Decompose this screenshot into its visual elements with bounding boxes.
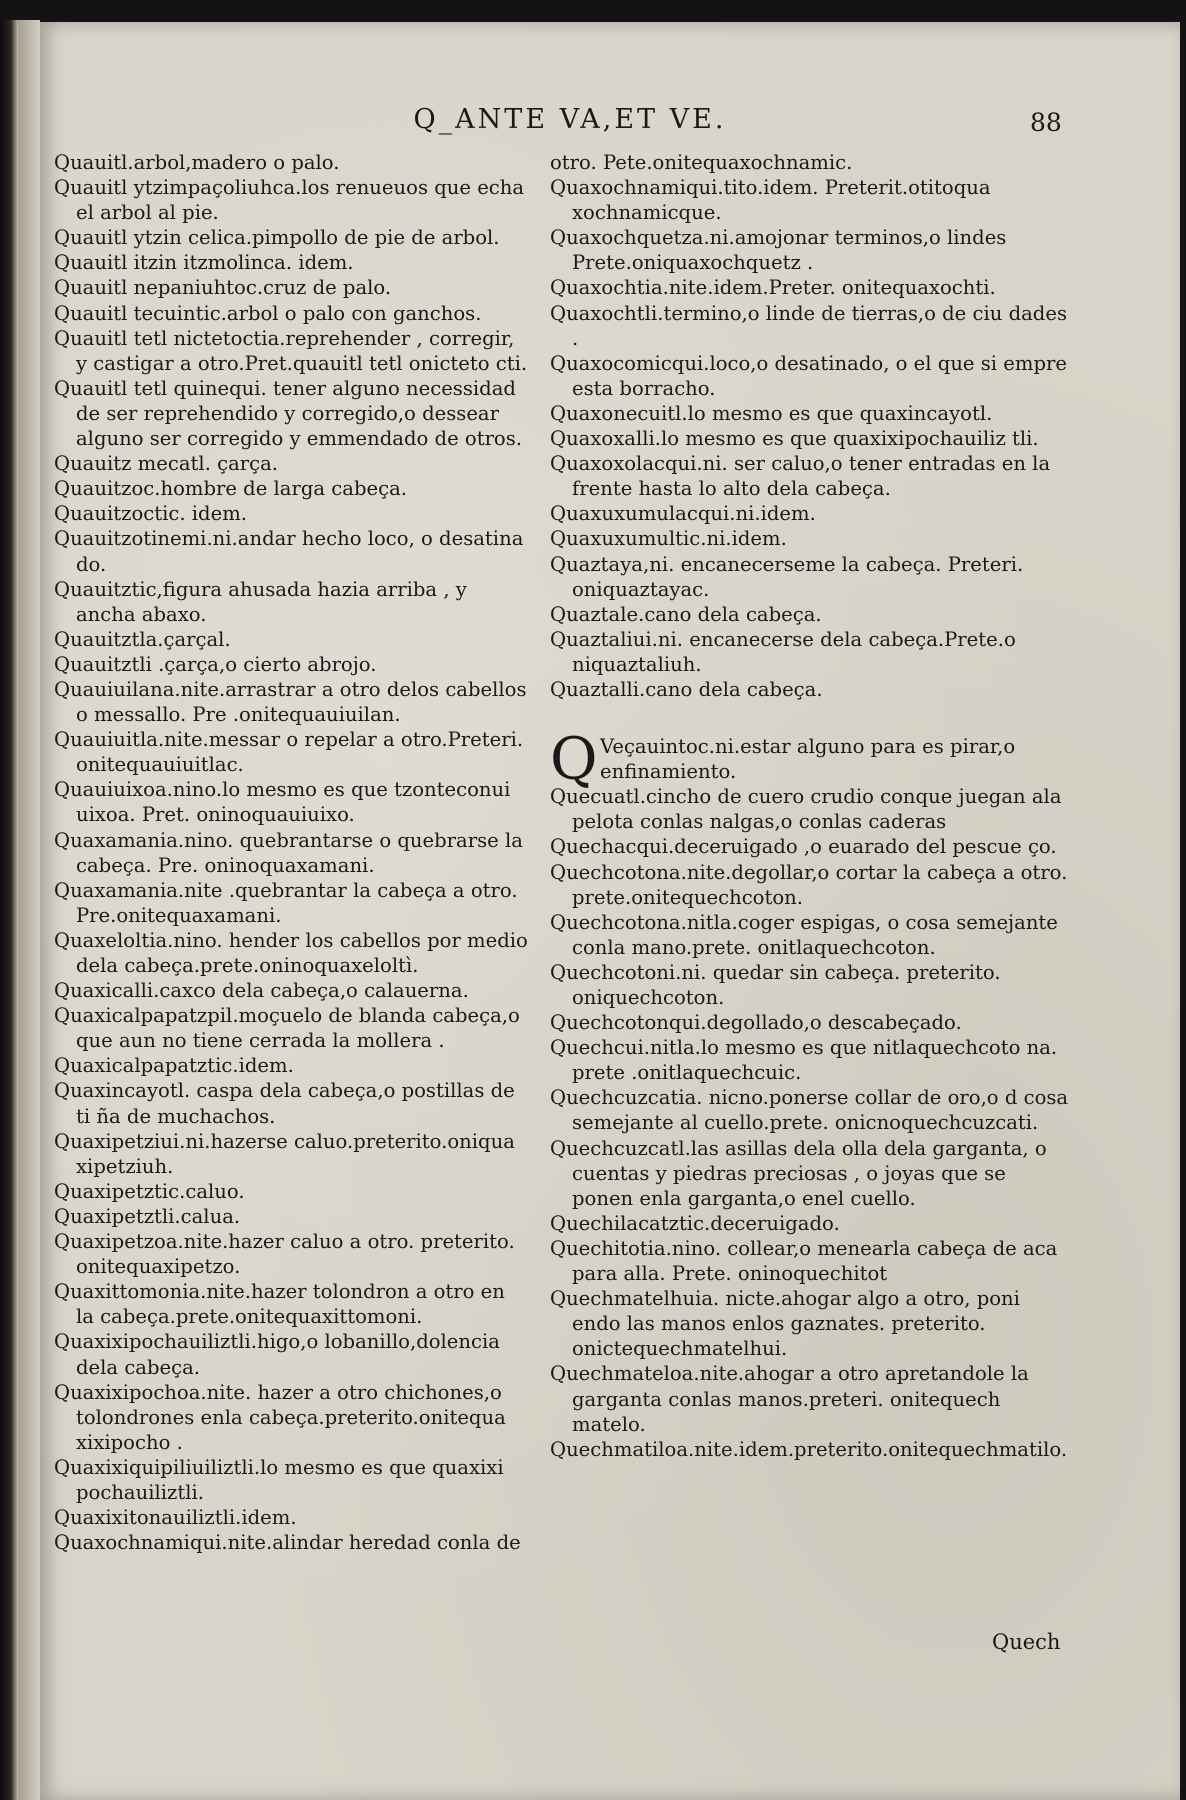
- dictionary-entry: Quaxixipochoa.nite. hazer a otro chichones,o tolondrones enla cabeça.preterito.onitequa xixipocho .: [54, 1380, 506, 1454]
- dictionary-entry: Quauitztic,figura ahusada hazia arriba , y ancha abaxo.: [54, 577, 467, 626]
- dictionary-entry: Quaxicalpapatztic.idem.: [54, 1054, 294, 1078]
- dictionary-entry: Quechmateloa.nite.ahogar a otro apretandole la garganta conlas manos.preteri. onitequech matelo.: [550, 1362, 1029, 1436]
- dictionary-entry: Veçauintoc.ni.estar alguno para es pirar,o enfinamiento.: [600, 735, 1016, 784]
- dictionary-entry: Quauitz mecatl. çarça.: [54, 452, 279, 476]
- dictionary-entry: Quauiuilana.nite.arrastrar a otro delos cabellos o messallo. Pre .onitequauiuilan.: [54, 677, 527, 727]
- dictionary-entry: Quaxochquetza.ni.amojonar terminos,o lindes Prete.oniquaxochquetz .: [550, 226, 1007, 275]
- left-column: [54, 150, 529, 1555]
- dictionary-entry: Quaxamania.nino. quebrantarse o quebrarse la cabeça. Pre. oninoquaxamani.: [54, 828, 523, 877]
- dictionary-entry: Quaxeloltia.nino. hender los cabellos por medio dela cabeça.prete.oninoquaxeloltì.: [54, 928, 528, 977]
- dictionary-entry: Quaxixitonauiliztli.idem.: [54, 1506, 297, 1530]
- dictionary-entry: Quaztaya,ni. encanecerseme la cabeça. Preteri. oniquaztayac.: [550, 552, 1024, 601]
- dictionary-entry: Quaxamania.nite .quebrantar la cabeça a otro. Pre.onitequaxamani.: [54, 878, 518, 927]
- dictionary-entry: Quechmatiloa.nite.idem.preterito.onitequechmatilo.: [550, 1437, 1068, 1461]
- dictionary-entry: Quauitzoctic. idem.: [54, 502, 248, 526]
- dictionary-entry: Quaxochtli.termino,o linde de tierras,o de ciu dades .: [550, 301, 1068, 350]
- dictionary-entry: Quaxixiquipiliuiliztli.lo mesmo es que quaxixi pochauiliztli.: [54, 1455, 504, 1504]
- dictionary-entry: Quechmatelhuia. nicte.ahogar algo a otro, poni endo las manos enlos gaznates. preterito. onictequechmatelhui.: [550, 1287, 1020, 1361]
- dictionary-entry: Quaxipetztic.caluo.: [54, 1179, 245, 1203]
- folio-number: 88: [1030, 108, 1062, 137]
- dictionary-entry: Quaztaliui.ni. encanecerse dela cabeça.Prete.o niquaztaliuh.: [550, 627, 1016, 676]
- dictionary-entry: Quauitzotinemi.ni.andar hecho loco, o desatina do.: [54, 527, 524, 576]
- previous-page-edge: [18, 20, 40, 1800]
- dictionary-entry: Quauitztla.çarçal.: [54, 627, 231, 651]
- dictionary-entry: Quauitl tetl nictetoctia.reprehender , corregir, y castigar a otro.Pret.quauitl tetl onicteto cti.: [54, 326, 528, 375]
- dictionary-entry: Quecuatl.cincho de cuero crudio conque juegan ala pelota conlas nalgas,o conlas caderas: [550, 785, 1062, 834]
- dictionary-entry: Quaxochnamiqui.nite.alindar heredad conla de: [54, 1531, 521, 1555]
- dictionary-entry: Quauitzoc.hombre de larga cabeça.: [54, 477, 407, 501]
- dictionary-entry: Quaxicalpapatzpil.moçuelo de blanda cabeça,o que aun no tiene cerrada la mollera .: [54, 1004, 520, 1053]
- dictionary-entry: Quechilacatztic.deceruigado.: [550, 1211, 840, 1235]
- dictionary-entry: Quechcuzcatia. nicno.ponerse collar de oro,o d cosa semejante al cuello.prete. onicnoquechcuzcati.: [550, 1086, 1069, 1135]
- dictionary-entry: Quechacqui.deceruigado ,o euarado del pescue ço.: [550, 835, 1057, 859]
- dictionary-entry: Quaxuxumultic.ni.idem.: [550, 527, 787, 551]
- dictionary-entry: Quauitl nepaniuhtoc.cruz de palo.: [54, 276, 392, 300]
- dictionary-entry: Quaxoxalli.lo mesmo es que quaxixipochauiliz tli.: [550, 427, 1039, 451]
- dictionary-entry: Quaztalli.cano dela cabeça.: [550, 677, 823, 701]
- dictionary-entry: Quaxicalli.caxco dela cabeça,o calauerna.: [54, 979, 469, 1003]
- dictionary-entry: Quaztale.cano dela cabeça.: [550, 602, 822, 626]
- dictionary-entry: Quauitl tetl quinequi. tener alguno necessidad de ser reprehendido y corregido,o dessear alguno ser corregido y emmendado de otros.: [54, 376, 523, 451]
- book-binding: [0, 20, 18, 1800]
- dictionary-entry: Quaxipetzoa.nite.hazer caluo a otro. preterito. onitequaxipetzo.: [54, 1230, 515, 1279]
- dictionary-entry: Quauitl ytzimpaçoliuhca.los renueuos que echa el arbol al pie.: [54, 176, 525, 225]
- dictionary-entry: Quaxincayotl. caspa dela cabeça,o postillas de ti ña de muchachos.: [54, 1079, 515, 1128]
- dictionary-entry: Quaxipetztli.calua.: [54, 1204, 241, 1228]
- dictionary-entry: Quechcotoni.ni. quedar sin cabeça. preterito. oniquechcoton.: [550, 960, 1001, 1009]
- dictionary-entry: otro. Pete.onitequaxochnamic.: [550, 151, 853, 174]
- dictionary-entry: Quaxittomonia.nite.hazer tolondron a otro en la cabeça.prete.onitequaxittomoni.: [54, 1280, 505, 1329]
- drop-cap-initial: Q: [550, 725, 598, 794]
- dictionary-entry: Quaxixipochauiliztli.higo,o lobanillo,dolencia dela cabeça.: [54, 1330, 500, 1379]
- book-page: [40, 22, 1180, 1800]
- dictionary-entry: Quechcuzcatl.las asillas dela olla dela garganta, o cuentas y piedras preciosas , o joyas que se ponen enla garganta,o enel cuello.: [550, 1136, 1047, 1210]
- dictionary-entry: Quaxonecuitl.lo mesmo es que quaxincayotl.: [550, 401, 993, 425]
- running-head: Q_ANTE VA,ET VE.: [413, 104, 727, 135]
- dictionary-entry: Quauiuixoa.nino.lo mesmo es que tzonteconui uixoa. Pret. oninoquauiuixo.: [54, 778, 511, 827]
- catchword: Quech: [992, 1630, 1061, 1654]
- dictionary-entry: Quauitl tecuintic.arbol o palo con ganchos.: [54, 301, 482, 325]
- dictionary-entry: Quaxipetziui.ni.hazerse caluo.preterito.oniqua xipetziuh.: [54, 1129, 515, 1178]
- right-column: [550, 150, 1070, 1462]
- dictionary-entry: Quauitl ytzin celica.pimpollo de pie de arbol.: [54, 226, 500, 250]
- dictionary-entry: Quaxoxolacqui.ni. ser caluo,o tener entradas en la frente hasta lo alto dela cabeça.: [550, 452, 1051, 501]
- dictionary-entry: Quauitztli .çarça,o cierto abrojo.: [54, 652, 377, 676]
- dictionary-entry: Quechitotia.nino. collear,o menearla cabeça de aca para alla. Prete. oninoquechitot: [550, 1236, 1058, 1286]
- dictionary-entry: Quechcui.nitla.lo mesmo es que nitlaquechcoto na. prete .onitlaquechcuic.: [550, 1036, 1058, 1085]
- dictionary-entry: Quaxuxumulacqui.ni.idem.: [550, 502, 816, 526]
- section-start-qve: [550, 725, 1070, 794]
- dictionary-entry: Quauitl itzin itzmolinca. idem.: [54, 251, 354, 275]
- dictionary-entry: Quauitl.arbol,madero o palo.: [54, 151, 340, 174]
- dictionary-entry: Quaxochnamiqui.tito.idem. Preterit.otitoqua xochnamicque.: [550, 176, 991, 225]
- dictionary-entry: Quechcotona.nite.degollar,o cortar la cabeça a otro. prete.onitequechcoton.: [550, 860, 1068, 909]
- dictionary-entry: Quechcotonqui.degollado,o descabeçado.: [550, 1011, 962, 1035]
- dictionary-entry: Quauiuitla.nite.messar o repelar a otro.Preteri. onitequauiuitlac.: [54, 728, 524, 777]
- dictionary-entry: Quaxocomicqui.loco,o desatinado, o el que si empre esta borracho.: [550, 351, 1067, 400]
- dictionary-entry: Quaxochtia.nite.idem.Preter. onitequaxochti.: [550, 276, 996, 300]
- dictionary-entry: Quechcotona.nitla.coger espigas, o cosa semejante conla mano.prete. onitlaquechcoton.: [550, 910, 1058, 959]
